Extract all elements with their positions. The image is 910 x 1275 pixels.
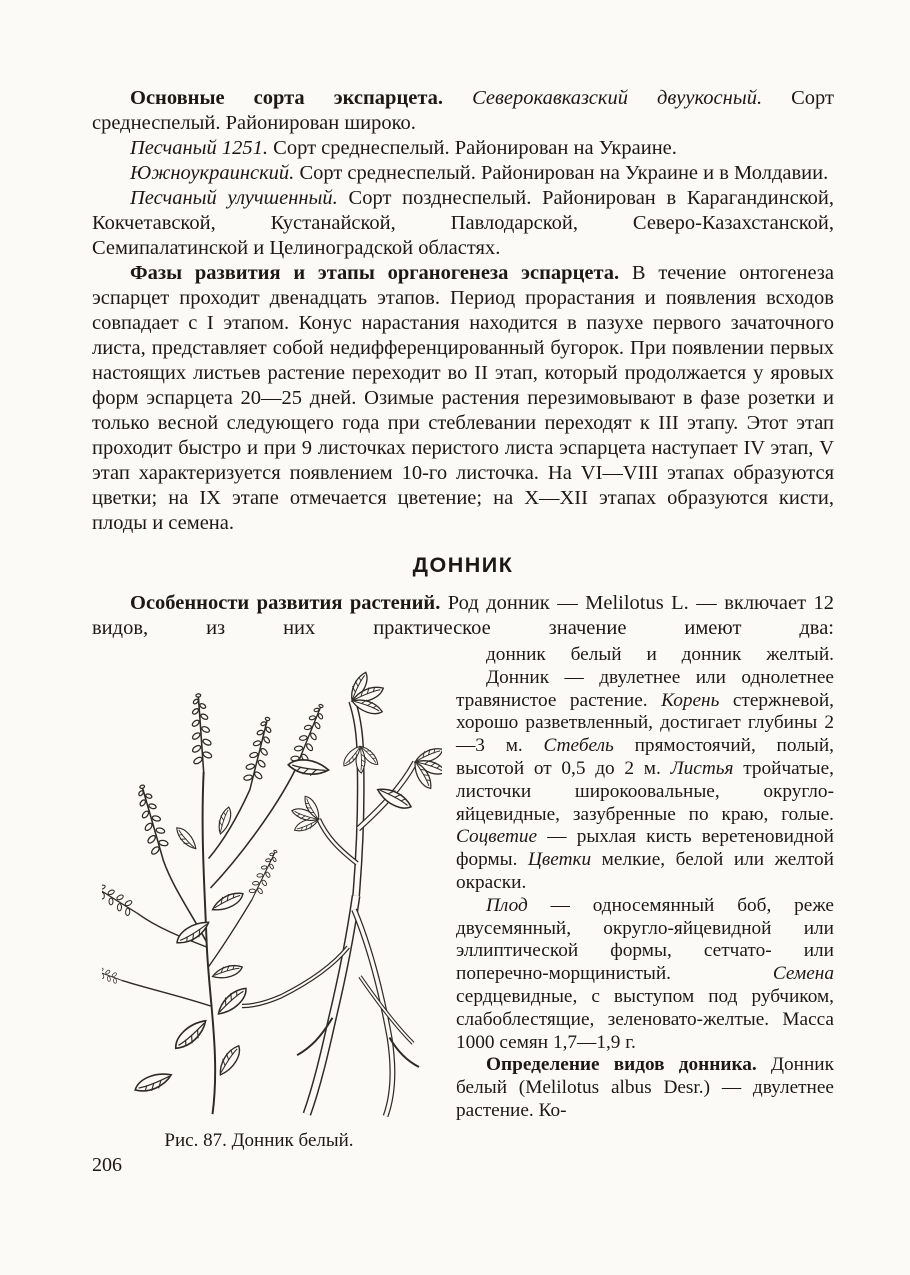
section-heading-donnik: ДОННИК <box>412 553 514 577</box>
paragraph-sort-peschany-1251 <box>92 136 834 161</box>
run-text: Сорт среднеспелый. Районирован на Украине и в Молдавии. <box>299 162 829 184</box>
run-italic: Северокавказский двуукосный. <box>472 87 792 109</box>
run-italic: Песчаный 1251. <box>130 137 274 159</box>
paragraph-phases-organogenesis <box>92 261 834 536</box>
run-text: Сорт среднеспелый. Районирован на Украине. <box>273 137 677 159</box>
page-number: 206 <box>92 1154 122 1176</box>
run-text: сердцевидные, с выступом под рубчиком, слабоблестящие, зеленовато-желтые. Масса 1000 семян 1,7—1,9 г. <box>456 985 834 1053</box>
run-bold: Фазы развития и этапы органогенеза эспарцета. <box>130 262 632 284</box>
run-text: мелкие, белой или желтой окраски. <box>456 849 835 893</box>
run-text: Донник — двулетнее или однолетнее травянистое растение. <box>456 666 834 711</box>
run-text: — односемянный боб, реже двусемянный, округло-яйцевидной или эллиптической формы, сетчато- или поперечно-морщинистый. <box>456 894 834 985</box>
paragraph-continuation: донник белый и донник желтый. <box>486 644 834 665</box>
right-stem-and-root <box>242 668 442 1117</box>
run-bold: Определение видов донника. <box>486 1054 771 1076</box>
run-bold: Особенности развития растений. <box>130 592 448 614</box>
run-text: тройчатые, листочки широкоовальные, округло-яйцевидные, зазубренные по краю, голые. <box>456 757 834 825</box>
run-italic: Семена <box>772 963 834 985</box>
run-italic: Песчаный улучшенный. <box>130 187 349 209</box>
run-italic: Листья <box>670 757 734 779</box>
paragraph-sorts-main <box>92 86 834 136</box>
paragraph-sort-yuzhnoukrainsky <box>92 161 834 186</box>
run-text: Сорт среднеспелый. Районирован широко. <box>92 87 834 134</box>
paragraph-species-identification <box>456 1054 834 1122</box>
run-text: Род донник — Melilotus L. — включает 12 видов, из них практическое значение имеют два: <box>92 592 835 639</box>
figure-87 <box>92 650 456 1152</box>
run-text: Сорт позднеспелый. Районирован в Карагандинской, Кокчетавской, Кустанайской, Павлодарской, Северо-Казахстанской, Семипалатинской и Целиноградской областях. <box>92 187 834 259</box>
run-text: Донник белый (Melilotus albus Desr.) — двулетнее растение. Ко- <box>456 1054 834 1121</box>
paragraph-fruit-seeds <box>456 895 834 1055</box>
figure-and-text-columns <box>92 644 834 1152</box>
run-italic: Стебель <box>543 735 614 757</box>
run-text: В течение онтогенеза эспарцет проходит двенадцать этапов. Период прорастания и появления всходов совпадает с I этапом. Конус нарастания находится в пазухе первого зачаточного листа, представляет собой недифференцированный бугорок. При появлении первых настоящих листьев растение переходит во II этап, который продолжается у яровых форм эспарцета 20—25 дней. Озимые растения перезимовывают в фазе розетки и только весной следующего года при стеблевании переходят к III этапу. Этот этап проходит быстро и при 9 листочках перистого листа эспарцета наступает IV этап, V этап характеризуется появлением 10-го листочка. На VI—VIII этапах образуются цветки; на IX этапе отмечается цветение; на X—XII этапах образуются кисти, плоды и семена. <box>92 262 834 534</box>
run-text: прямостоячий, полый, высотой от 0,5 до 2 м. <box>456 735 834 779</box>
left-flowering-stem <box>102 693 330 1114</box>
run-text: — рыхлая кисть веретеновидной формы. <box>456 826 834 871</box>
run-italic: Корень <box>661 689 720 711</box>
run-bold: Основные сорта экспарцета. <box>130 87 473 109</box>
run-italic: Южноукраинский. <box>130 162 300 184</box>
paragraph-development-lead <box>92 591 834 641</box>
paragraph-melilot-description <box>456 667 834 895</box>
run-text: стержневой, хорошо разветвленный, достигает глубины 2—3 м. <box>456 689 834 757</box>
paragraph-sort-peschany-uluchshenny <box>92 186 834 261</box>
run-italic: Цветки <box>527 849 592 871</box>
figure-caption: Рис. 87. Донник белый. <box>164 1130 354 1151</box>
right-text-column <box>456 644 834 1152</box>
run-italic: Плод <box>486 894 528 916</box>
run-italic: Соцветие <box>456 826 538 848</box>
melilot-plant-illustration <box>102 652 442 1124</box>
